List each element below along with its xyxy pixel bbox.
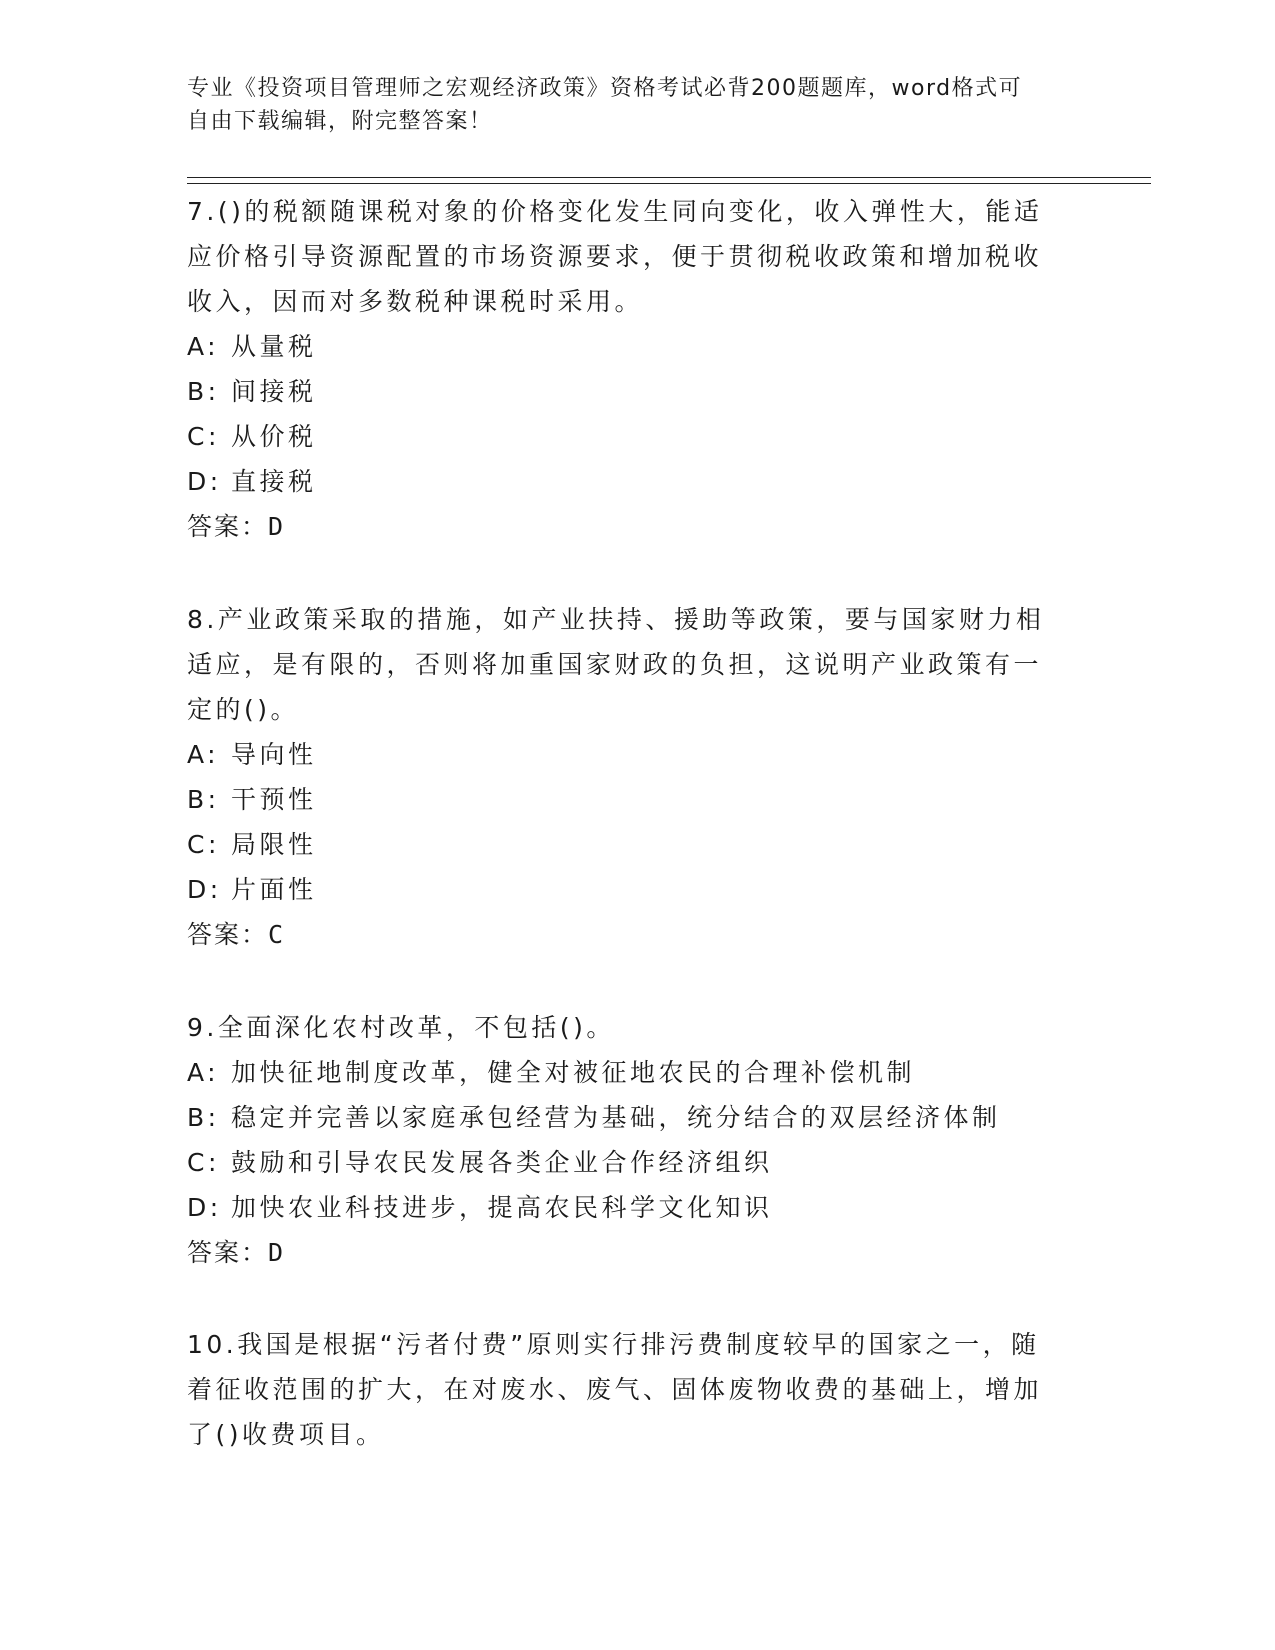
header-rule — [187, 177, 1151, 178]
option-text: 加快农业科技进步，提高农民科学文化知识 — [231, 1193, 773, 1222]
option-d — [187, 867, 1067, 912]
answer-label: 答案： — [187, 1238, 269, 1267]
option-letter: D: — [187, 875, 222, 904]
question-stem — [187, 597, 1067, 732]
option-letter: D: — [187, 467, 222, 496]
answer-value: C — [268, 920, 284, 949]
option-text: 导向性 — [231, 740, 317, 769]
option-b — [187, 777, 1067, 822]
option-letter: A: — [187, 1058, 220, 1087]
stem-line: 10.我国是根据“污者付费”原则实行排污费制度较早的国家之一，随 — [187, 1330, 1040, 1359]
option-text: 片面性 — [231, 875, 317, 904]
option-text: 鼓励和引导农民发展各类企业合作经济组织 — [231, 1148, 773, 1177]
question-10 — [187, 1322, 1067, 1457]
document-header — [187, 72, 1067, 138]
stem-line: 8.产业政策采取的措施，如产业扶持、援助等政策，要与国家财力相 — [187, 605, 1045, 634]
option-text: 稳定并完善以家庭承包经营为基础，统分结合的双层经济体制 — [231, 1103, 1001, 1132]
answer-line — [187, 1230, 1067, 1275]
option-letter: B: — [187, 1103, 220, 1132]
option-a — [187, 1050, 1067, 1095]
option-letter: A: — [187, 740, 220, 769]
question-9 — [187, 1005, 1067, 1275]
option-d — [187, 1185, 1067, 1230]
option-b — [187, 1095, 1067, 1140]
stem-line: 适应，是有限的，否则将加重国家财政的负担，这说明产业政策有一 — [187, 650, 1043, 679]
question-stem — [187, 189, 1067, 324]
stem-line: 了()收费项目。 — [187, 1420, 385, 1449]
answer-value: D — [268, 512, 284, 541]
option-c — [187, 822, 1067, 867]
option-text: 直接税 — [231, 467, 317, 496]
option-letter: A: — [187, 332, 220, 361]
question-stem — [187, 1322, 1067, 1457]
stem-line: 定的()。 — [187, 695, 300, 724]
option-text: 干预性 — [231, 785, 317, 814]
answer-label: 答案： — [187, 920, 269, 949]
stem-line: 着征收范围的扩大，在对废水、废气、固体废物收费的基础上，增加 — [187, 1375, 1043, 1404]
answer-line — [187, 912, 1067, 957]
option-b — [187, 369, 1067, 414]
stem-line: 收入，因而对多数税种课税时采用。 — [187, 287, 644, 316]
question-7 — [187, 189, 1067, 549]
option-text: 间接税 — [231, 377, 317, 406]
header-line: 专业《投资项目管理师之宏观经济政策》资格考试必背200题题库，word格式可 — [187, 76, 1023, 101]
answer-label: 答案： — [187, 512, 269, 541]
option-text: 从价税 — [231, 422, 317, 451]
stem-line: 9.全面深化农村改革，不包括()。 — [187, 1013, 615, 1042]
answer-value: D — [268, 1238, 284, 1267]
option-a — [187, 732, 1067, 777]
question-8 — [187, 597, 1067, 957]
option-c — [187, 414, 1067, 459]
header-rule — [187, 183, 1151, 184]
option-text: 从量税 — [231, 332, 317, 361]
stem-line: 7.()的税额随课税对象的价格变化发生同向变化，收入弹性大，能适 — [187, 197, 1043, 226]
option-letter: C: — [187, 830, 220, 859]
question-stem — [187, 1005, 1067, 1050]
option-d — [187, 459, 1067, 504]
option-letter: D: — [187, 1193, 222, 1222]
option-letter: C: — [187, 422, 220, 451]
option-letter: B: — [187, 785, 220, 814]
option-text: 局限性 — [231, 830, 317, 859]
option-c — [187, 1140, 1067, 1185]
option-text: 加快征地制度改革，健全对被征地农民的合理补偿机制 — [231, 1058, 916, 1087]
option-a — [187, 324, 1067, 369]
answer-line — [187, 504, 1067, 549]
stem-line: 应价格引导资源配置的市场资源要求，便于贯彻税收政策和增加税收 — [187, 242, 1043, 271]
header-line: 自由下载编辑，附完整答案！ — [187, 109, 493, 134]
option-letter: C: — [187, 1148, 220, 1177]
option-letter: B: — [187, 377, 220, 406]
